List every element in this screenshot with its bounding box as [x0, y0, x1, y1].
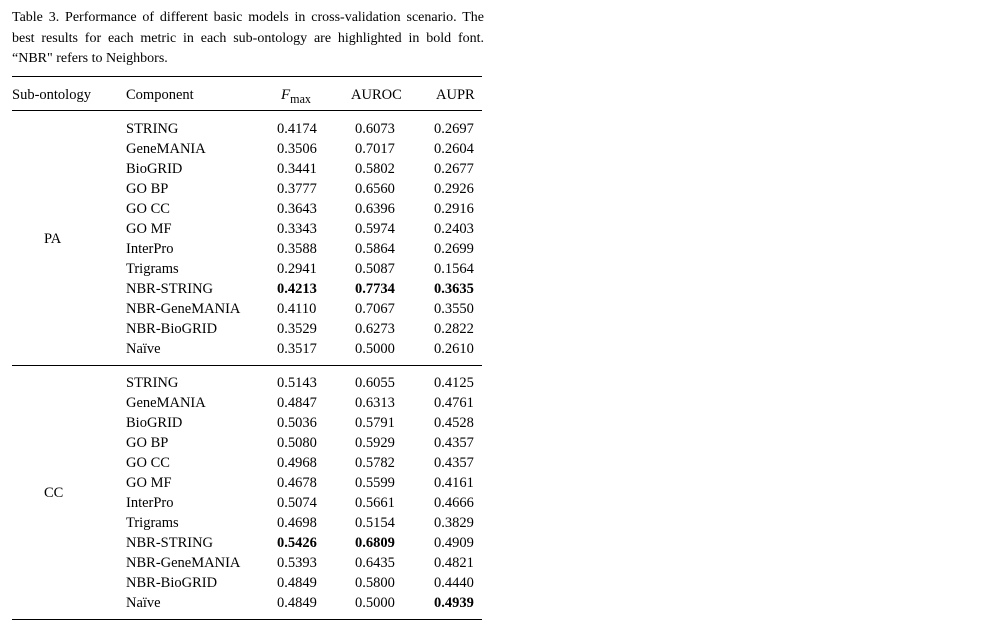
cell-aupr: 0.4761 [434, 395, 474, 411]
cell-fmax: 0.5426 [277, 535, 317, 551]
cell-auroc: 0.5791 [355, 415, 395, 431]
cell-aupr: 0.2916 [434, 201, 474, 217]
cell-auroc: 0.5000 [355, 341, 395, 357]
cell-component: GO MF [126, 221, 172, 237]
cell-auroc: 0.6073 [355, 121, 395, 137]
fmax-symbol: F [281, 87, 291, 103]
cell-component: Trigrams [126, 261, 179, 277]
cell-aupr: 0.4357 [434, 435, 474, 451]
cell-component: NBR-BioGRID [126, 321, 218, 337]
cell-aupr: 0.2403 [434, 221, 474, 237]
cell-auroc: 0.5087 [355, 261, 395, 277]
table-row [0, 319, 1000, 339]
table-row [0, 299, 1000, 319]
cell-aupr: 0.2677 [434, 161, 474, 177]
cell-fmax: 0.3441 [277, 161, 317, 177]
cell-component: NBR-BioGRID [126, 575, 218, 591]
cell-auroc: 0.5154 [355, 515, 395, 531]
cell-fmax: 0.3506 [277, 141, 317, 157]
table-row [0, 239, 1000, 259]
cell-aupr: 0.3829 [434, 515, 474, 531]
cell-aupr: 0.4528 [434, 415, 474, 431]
cell-component: STRING [126, 121, 179, 137]
cell-aupr: 0.4909 [434, 535, 474, 551]
cell-aupr: 0.4666 [434, 495, 474, 511]
cell-aupr: 0.4357 [434, 455, 474, 471]
cell-component: Trigrams [126, 515, 179, 531]
cell-fmax: 0.5080 [277, 435, 317, 451]
table-row [0, 339, 1000, 359]
cell-aupr: 0.2699 [434, 241, 474, 257]
cell-auroc: 0.5929 [355, 435, 395, 451]
cell-component: NBR-STRING [126, 535, 214, 551]
cell-auroc: 0.6396 [355, 201, 395, 217]
cell-auroc: 0.6313 [355, 395, 395, 411]
table-caption: Table 3. Performance of different basic models in cross-validation scenario. The best results for each metric in each sub-ontology are highlighted in bold font. “NBR" refers to Neighbors. [12, 10, 484, 66]
cell-auroc: 0.6435 [355, 555, 395, 571]
table-row [0, 373, 1000, 393]
cell-auroc: 0.6809 [355, 535, 395, 551]
cell-auroc: 0.5974 [355, 221, 395, 237]
cell-auroc: 0.7067 [355, 301, 395, 317]
table-row [0, 593, 1000, 613]
cell-component: GO BP [126, 435, 169, 451]
table-row [0, 159, 1000, 179]
table-row [0, 119, 1000, 139]
cell-auroc: 0.6273 [355, 321, 395, 337]
cell-aupr: 0.4939 [434, 595, 474, 611]
cell-fmax: 0.2941 [277, 261, 317, 277]
table-row [0, 433, 1000, 453]
cell-auroc: 0.5599 [355, 475, 395, 491]
cell-fmax: 0.4698 [277, 515, 317, 531]
cell-aupr: 0.4161 [434, 475, 474, 491]
cell-aupr: 0.3635 [434, 281, 474, 297]
cell-component: GeneMANIA [126, 395, 206, 411]
fmax-subscript: max [290, 91, 311, 106]
table-row [0, 533, 1000, 553]
table-row [0, 393, 1000, 413]
table-row [0, 279, 1000, 299]
cell-auroc: 0.5782 [355, 455, 395, 471]
table-row [0, 493, 1000, 513]
cell-fmax: 0.5036 [277, 415, 317, 431]
cell-auroc: 0.5000 [355, 595, 395, 611]
cell-aupr: 0.4440 [434, 575, 474, 591]
cell-component: BioGRID [126, 161, 183, 177]
cell-component: NBR-GeneMANIA [126, 301, 241, 317]
header-component: Component [126, 87, 194, 103]
table-row [0, 553, 1000, 573]
header-aupr: AUPR [436, 87, 475, 103]
group-divider-rule [12, 619, 482, 620]
cell-component: GeneMANIA [126, 141, 206, 157]
header-auroc: AUROC [351, 87, 402, 103]
cell-aupr: 0.4821 [434, 555, 474, 571]
cell-auroc: 0.5802 [355, 161, 395, 177]
cell-fmax: 0.4968 [277, 455, 317, 471]
cell-fmax: 0.4213 [277, 281, 317, 297]
top-rule [12, 76, 482, 77]
cell-fmax: 0.3517 [277, 341, 317, 357]
header-rule [12, 110, 482, 111]
table-row [0, 413, 1000, 433]
table-row [0, 513, 1000, 533]
cell-component: GO CC [126, 201, 170, 217]
table-row [0, 219, 1000, 239]
cell-fmax: 0.4678 [277, 475, 317, 491]
cell-component: STRING [126, 375, 179, 391]
table-row [0, 199, 1000, 219]
table-row [0, 259, 1000, 279]
cell-component: GO CC [126, 455, 170, 471]
sub-ontology-label: CC [44, 485, 64, 501]
cell-auroc: 0.6055 [355, 375, 395, 391]
table-row [0, 139, 1000, 159]
cell-component: Naïve [126, 595, 161, 611]
cell-fmax: 0.4847 [277, 395, 317, 411]
header-fmax [281, 86, 311, 108]
cell-aupr: 0.2697 [434, 121, 474, 137]
cell-fmax: 0.4174 [277, 121, 317, 137]
cell-aupr: 0.2822 [434, 321, 474, 337]
table-row [0, 179, 1000, 199]
cell-aupr: 0.2926 [434, 181, 474, 197]
table-row [0, 473, 1000, 493]
cell-auroc: 0.5864 [355, 241, 395, 257]
cell-aupr: 0.2610 [434, 341, 474, 357]
cell-component: GO MF [126, 475, 172, 491]
table-row [0, 453, 1000, 473]
cell-fmax: 0.4849 [277, 575, 317, 591]
header-sub-ontology: Sub-ontology [12, 87, 91, 103]
cell-component: Naïve [126, 341, 161, 357]
cell-component: GO BP [126, 181, 169, 197]
cell-auroc: 0.5800 [355, 575, 395, 591]
cell-component: BioGRID [126, 415, 183, 431]
cell-component: InterPro [126, 495, 174, 511]
table-row [0, 573, 1000, 593]
cell-fmax: 0.4110 [277, 301, 317, 317]
group-divider-rule [12, 365, 482, 366]
cell-fmax: 0.3343 [277, 221, 317, 237]
cell-fmax: 0.4849 [277, 595, 317, 611]
cell-aupr: 0.3550 [434, 301, 474, 317]
cell-fmax: 0.3588 [277, 241, 317, 257]
cell-fmax: 0.5074 [277, 495, 317, 511]
cell-fmax: 0.3643 [277, 201, 317, 217]
cell-aupr: 0.4125 [434, 375, 474, 391]
sub-ontology-label: PA [44, 231, 62, 247]
cell-auroc: 0.5661 [355, 495, 395, 511]
cell-auroc: 0.7017 [355, 141, 395, 157]
cell-component: InterPro [126, 241, 174, 257]
cell-fmax: 0.3777 [277, 181, 317, 197]
cell-fmax: 0.5143 [277, 375, 317, 391]
cell-aupr: 0.1564 [434, 261, 474, 277]
cell-component: NBR-STRING [126, 281, 214, 297]
cell-component: NBR-GeneMANIA [126, 555, 241, 571]
cell-fmax: 0.3529 [277, 321, 317, 337]
cell-auroc: 0.7734 [355, 281, 395, 297]
cell-fmax: 0.5393 [277, 555, 317, 571]
cell-auroc: 0.6560 [355, 181, 395, 197]
cell-aupr: 0.2604 [434, 141, 474, 157]
